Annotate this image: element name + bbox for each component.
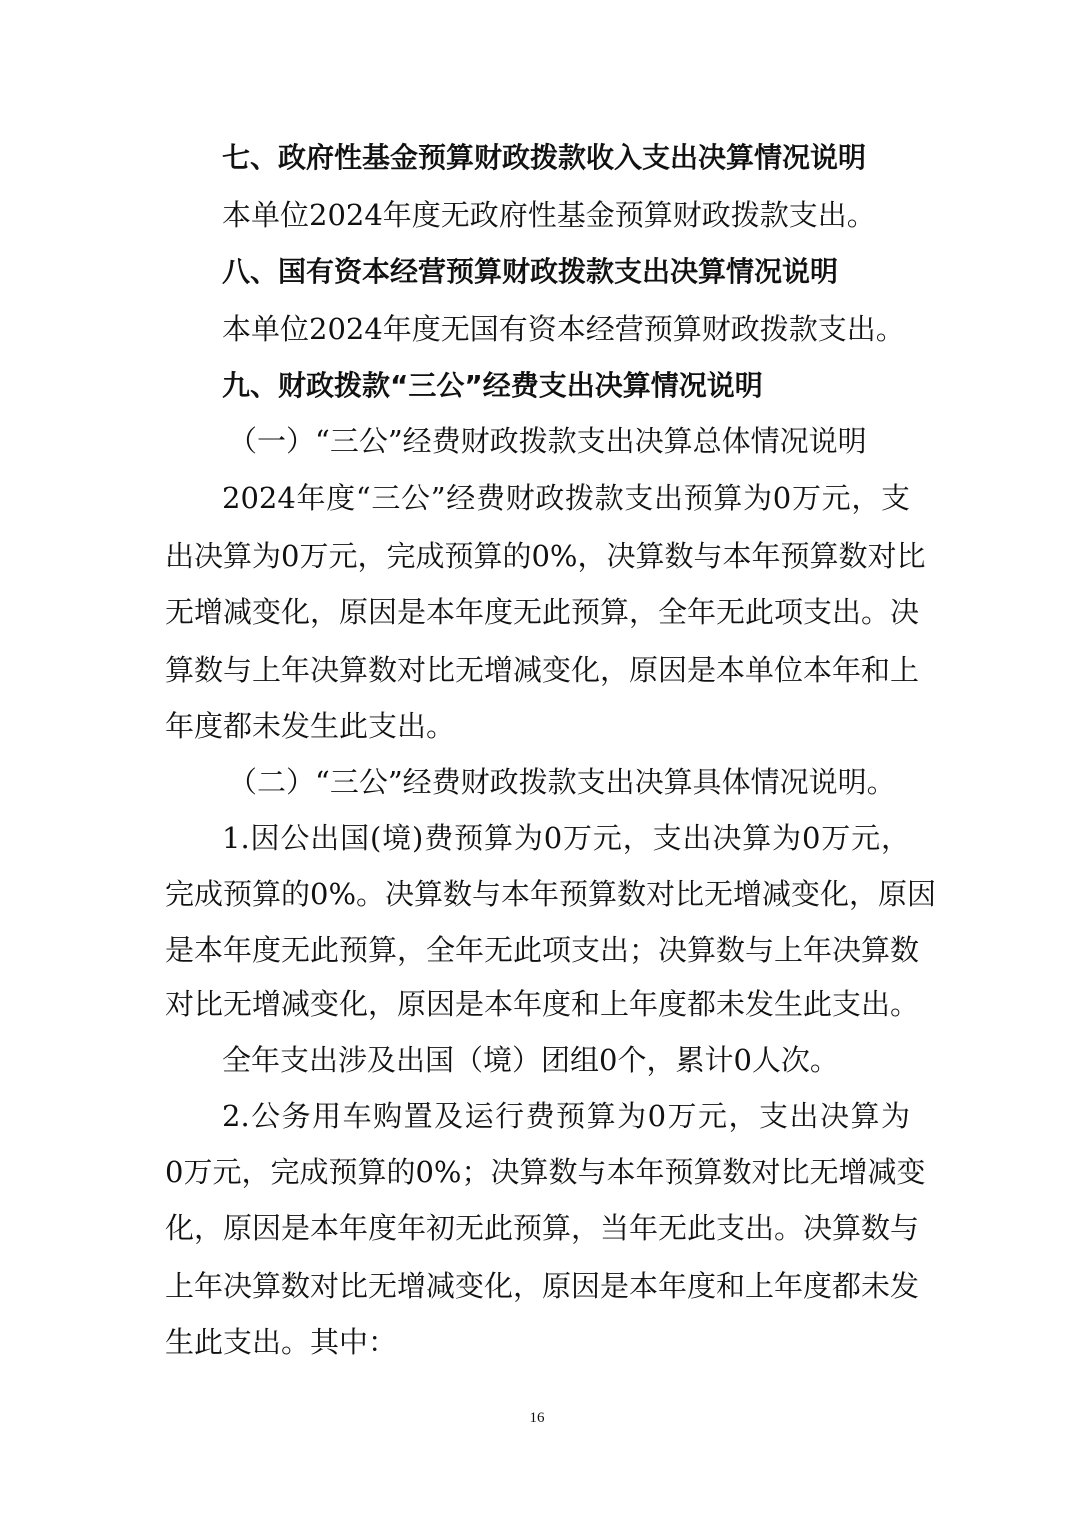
subheading-2: （二）“三公”经费财政拨款支出决算具体情况说明。 (228, 765, 896, 799)
paragraph-line: 上年决算数对比无增减变化，原因是本年度和上年度都未发 (165, 1269, 920, 1303)
paragraph-line: 出决算为0万元，完成预算的0%，决算数与本年预算数对比 (165, 539, 926, 573)
heading-section-8: 八、国有资本经营预算财政拨款支出决算情况说明 (222, 255, 839, 288)
paragraph-line: 1.因公出国(境)费预算为0万元，支出决算为0万元， (222, 821, 910, 855)
paragraph-line: 0万元，完成预算的0%；决算数与本年预算数对比无增减变 (165, 1155, 926, 1189)
page-number: 16 (529, 1410, 545, 1426)
subheading-1: （一）“三公”经费财政拨款支出决算总体情况说明 (228, 424, 867, 458)
paragraph-line: 年度都未发生此支出。 (165, 709, 456, 743)
paragraph: 本单位2024年度无政府性基金预算财政拨款支出。 (222, 198, 876, 232)
paragraph-line: 2.公务用车购置及运行费预算为0万元，支出决算为 (222, 1099, 910, 1133)
paragraph-line: 生此支出。其中： (165, 1325, 398, 1359)
paragraph-line: 是本年度无此预算，全年无此项支出；决算数与上年决算数 (165, 933, 920, 967)
paragraph: 本单位2024年度无国有资本经营预算财政拨款支出。 (222, 312, 905, 346)
heading-section-9: 九、财政拨款“三公”经费支出决算情况说明 (222, 369, 763, 402)
paragraph-line: 对比无增减变化，原因是本年度和上年度都未发生此支出。 (165, 987, 920, 1021)
paragraph-line: 无增减变化，原因是本年度无此预算，全年无此项支出。决 (165, 595, 920, 629)
paragraph-line: 化，原因是本年度年初无此预算，当年无此支出。决算数与 (165, 1211, 920, 1245)
paragraph: 全年支出涉及出国（境）团组0个，累计0人次。 (222, 1043, 839, 1077)
paragraph-line: 完成预算的0%。决算数与本年预算数对比无增减变化，原因 (165, 877, 937, 911)
paragraph-line: 算数与上年决算数对比无增减变化，原因是本单位本年和上 (165, 653, 920, 687)
heading-section-7: 七、政府性基金预算财政拨款收入支出决算情况说明 (222, 141, 867, 174)
paragraph-line: 2024年度“三公”经费财政拨款支出预算为0万元，支 (222, 481, 910, 515)
